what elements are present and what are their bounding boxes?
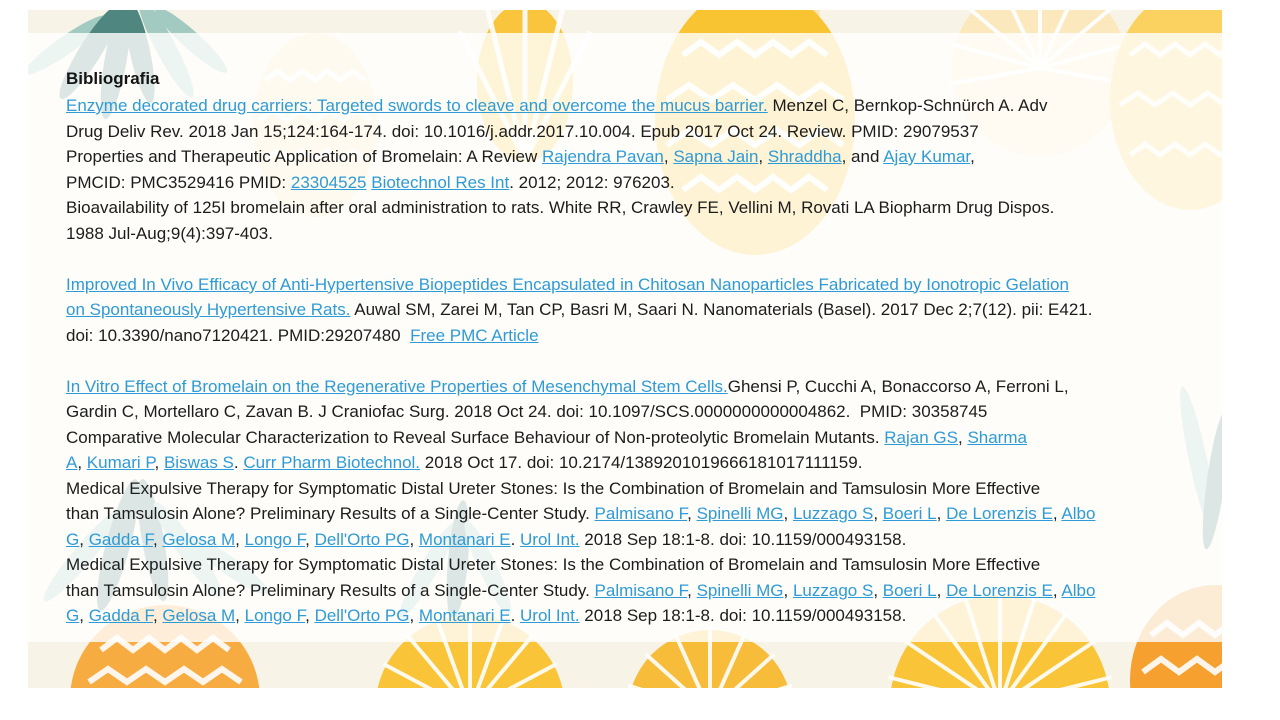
citation-text: ,: [152, 606, 163, 625]
citation-text: ,: [687, 504, 697, 523]
bibliography-line: [66, 144, 1216, 170]
citation-link[interactable]: Gadda F: [88, 606, 153, 625]
citation-link[interactable]: Dell'Orto PG: [314, 529, 410, 549]
citation-link[interactable]: Biswas S: [163, 453, 234, 472]
citation-text: ,: [663, 147, 674, 166]
citation-link[interactable]: Albo: [1061, 580, 1096, 600]
citation-link[interactable]: Spinelli MG: [696, 580, 784, 600]
bibliography-line: [66, 170, 1216, 196]
citation-link[interactable]: Gelosa M: [162, 529, 236, 549]
citation-text: ,: [409, 606, 419, 625]
citation-text: ,: [687, 580, 697, 600]
citation-link[interactable]: Urol Int.: [520, 606, 580, 625]
bibliography-line: [66, 272, 1216, 298]
citation-link[interactable]: Palmisano F: [594, 504, 688, 523]
citation-link[interactable]: Gadda F: [88, 529, 153, 549]
citation-text: . 2012; 2012: 976203.: [509, 172, 675, 192]
citation-text: ,: [783, 580, 793, 600]
slide: [28, 10, 1222, 688]
citation-text: ,: [305, 529, 315, 549]
bibliography-line: [66, 399, 1216, 425]
citation-text: ,: [1052, 504, 1062, 523]
citation-text: ,: [783, 504, 793, 523]
citation-link[interactable]: De Lorenzis E: [946, 580, 1053, 600]
citation-link[interactable]: De Lorenzis E: [946, 504, 1053, 523]
blank-line: [66, 348, 1216, 374]
citation-link[interactable]: A: [66, 453, 78, 472]
citation-link[interactable]: Improved In Vivo Efficacy of Anti-Hypertensive Biopeptides Encapsulated in Chitosan Nanoparticles Fabricated by Ionotropic Gelation: [66, 274, 1069, 294]
bibliography-lines: [66, 93, 1216, 629]
citation-text: Gardin C, Mortellaro C, Zavan B. J Craniofac Surg. 2018 Oct 24. doi: 10.1097/SCS.0000000000004862. PMID: 30358745: [66, 402, 988, 421]
citation-link[interactable]: Luzzago S: [792, 504, 874, 523]
citation-link[interactable]: In Vitro Effect of Bromelain on the Regenerative Properties of Mesenchymal Stem Cells.: [66, 376, 728, 396]
citation-text: doi: 10.3390/nano7120421. PMID:29207480: [66, 325, 411, 345]
citation-text: .: [510, 606, 521, 625]
blank-line: [66, 246, 1216, 272]
citation-text: , and: [841, 147, 884, 166]
citation-text: ,: [957, 427, 968, 447]
citation-text: ,: [154, 453, 164, 472]
citation-text: ,: [79, 606, 89, 625]
citation-text: ,: [936, 580, 947, 600]
bibliography-line: [66, 527, 1216, 553]
citation-text: ,: [409, 529, 419, 549]
citation-link[interactable]: 23304525: [290, 172, 367, 192]
citation-link[interactable]: G: [66, 606, 80, 625]
citation-link[interactable]: Kumari P: [86, 453, 155, 472]
citation-link[interactable]: on Spontaneously Hypertensive Rats.: [66, 300, 351, 319]
bibliography-line: [66, 450, 1216, 476]
citation-text: Comparative Molecular Characterization to Reveal Surface Behaviour of Non-proteolytic Bromelain Mutants.: [66, 427, 885, 447]
bibliography-line: [66, 93, 1216, 119]
bibliography-line: [66, 297, 1216, 323]
citation-link[interactable]: Rajan GS: [884, 427, 958, 447]
citation-link[interactable]: Palmisano F: [594, 580, 688, 600]
citation-link[interactable]: Montanari E: [418, 529, 511, 549]
citation-text: ,: [305, 606, 315, 625]
citation-link[interactable]: Dell'Orto PG: [314, 606, 410, 625]
citation-link[interactable]: Boeri L: [882, 504, 937, 523]
citation-text: Bioavailability of 125I bromelain after oral administration to rats. White RR, Crawley FE, Vellini M, Rovati LA Biopharm Drug Dispos.: [66, 198, 1055, 217]
citation-text: ,: [235, 529, 245, 549]
citation-link[interactable]: Albo: [1061, 504, 1096, 523]
bibliography-line: [66, 501, 1216, 527]
citation-text: Menzel C, Bernkop-Schnürch A. Adv: [767, 96, 1048, 115]
citation-text: ,: [873, 504, 883, 523]
bibliography-line: [66, 374, 1216, 400]
bibliography-line: [66, 195, 1216, 221]
citation-link[interactable]: Gelosa M: [162, 606, 236, 625]
citation-text: than Tamsulosin Alone? Preliminary Results of a Single-Center Study.: [66, 504, 595, 523]
citation-text: ,: [970, 147, 975, 166]
citation-text: ,: [1052, 580, 1062, 600]
citation-link[interactable]: Urol Int.: [520, 529, 580, 549]
bibliography-content: [66, 66, 1216, 629]
citation-link[interactable]: Free PMC Article: [410, 325, 539, 345]
citation-text: 2018 Sep 18:1-8. doi: 10.1159/000493158.: [579, 606, 907, 625]
bibliography-line: [66, 476, 1216, 502]
citation-text: PMCID: PMC3529416 PMID:: [66, 172, 291, 192]
citation-text: ,: [936, 504, 947, 523]
citation-text: than Tamsulosin Alone? Preliminary Results of a Single-Center Study.: [66, 580, 595, 600]
citation-link[interactable]: Curr Pharm Biotechnol.: [243, 453, 421, 472]
bibliography-line: [66, 323, 1216, 349]
citation-link[interactable]: Ajay Kumar: [883, 147, 971, 166]
bibliography-line: [66, 552, 1216, 578]
citation-link[interactable]: Longo F: [244, 529, 306, 549]
citation-text: Ghensi P, Cucchi A, Bonaccorso A, Ferroni L,: [727, 376, 1069, 396]
citation-text: Medical Expulsive Therapy for Symptomatic Distal Ureter Stones: Is the Combination of Bromelain and Tamsulosin More Effective: [66, 555, 1041, 574]
bibliography-line: [66, 221, 1216, 247]
citation-text: ,: [79, 529, 89, 549]
citation-text: ,: [235, 606, 245, 625]
citation-text: .: [510, 529, 521, 549]
citation-link[interactable]: Shraddha: [767, 147, 842, 166]
citation-text: Medical Expulsive Therapy for Symptomatic Distal Ureter Stones: Is the Combination of Bromelain and Tamsulosin More Effective: [66, 478, 1041, 498]
citation-text: 2018 Oct 17. doi: 10.2174/1389201019666181017111159.: [420, 453, 863, 472]
citation-text: 2018 Sep 18:1-8. doi: 10.1159/000493158.: [579, 529, 907, 549]
bibliography-line: [66, 425, 1216, 451]
citation-text: 1988 Jul-Aug;9(4):397-403.: [66, 223, 273, 243]
citation-link[interactable]: Longo F: [244, 606, 306, 625]
citation-text: .: [233, 453, 244, 472]
citation-text: ,: [152, 529, 163, 549]
citation-text: ,: [873, 580, 883, 600]
citation-link[interactable]: Montanari E: [418, 606, 511, 625]
page-title: Bibliografia: [66, 69, 160, 88]
citation-text: ,: [758, 147, 768, 166]
citation-text: Drug Deliv Rev. 2018 Jan 15;124:164-174. doi: 10.1016/j.addr.2017.10.004. Epub 2017 Oct 24. Review. PMID: 29079537: [66, 121, 979, 141]
bibliography-line: [66, 603, 1216, 629]
citation-link[interactable]: Enzyme decorated drug carriers: Targeted swords to cleave and overcome the mucus barrier.: [66, 96, 768, 115]
citation-text: Properties and Therapeutic Application of Bromelain: A Review: [66, 147, 542, 166]
citation-link[interactable]: G: [66, 529, 80, 549]
bibliography-line: [66, 578, 1216, 604]
citation-text: Auwal SM, Zarei M, Tan CP, Basri M, Saari N. Nanomaterials (Basel). 2017 Dec 2;7(12). pii: E421.: [350, 300, 1093, 319]
citation-link[interactable]: Sharma: [967, 427, 1027, 447]
citation-link[interactable]: Luzzago S: [792, 580, 874, 600]
citation-link[interactable]: Rajendra Pavan: [541, 147, 664, 166]
citation-link[interactable]: Boeri L: [882, 580, 937, 600]
citation-text: ,: [77, 453, 87, 472]
citation-link[interactable]: Biotechnol Res Int: [371, 172, 510, 192]
citation-link[interactable]: Spinelli MG: [696, 504, 784, 523]
bibliography-line: [66, 119, 1216, 145]
citation-link[interactable]: Sapna Jain: [673, 147, 759, 166]
